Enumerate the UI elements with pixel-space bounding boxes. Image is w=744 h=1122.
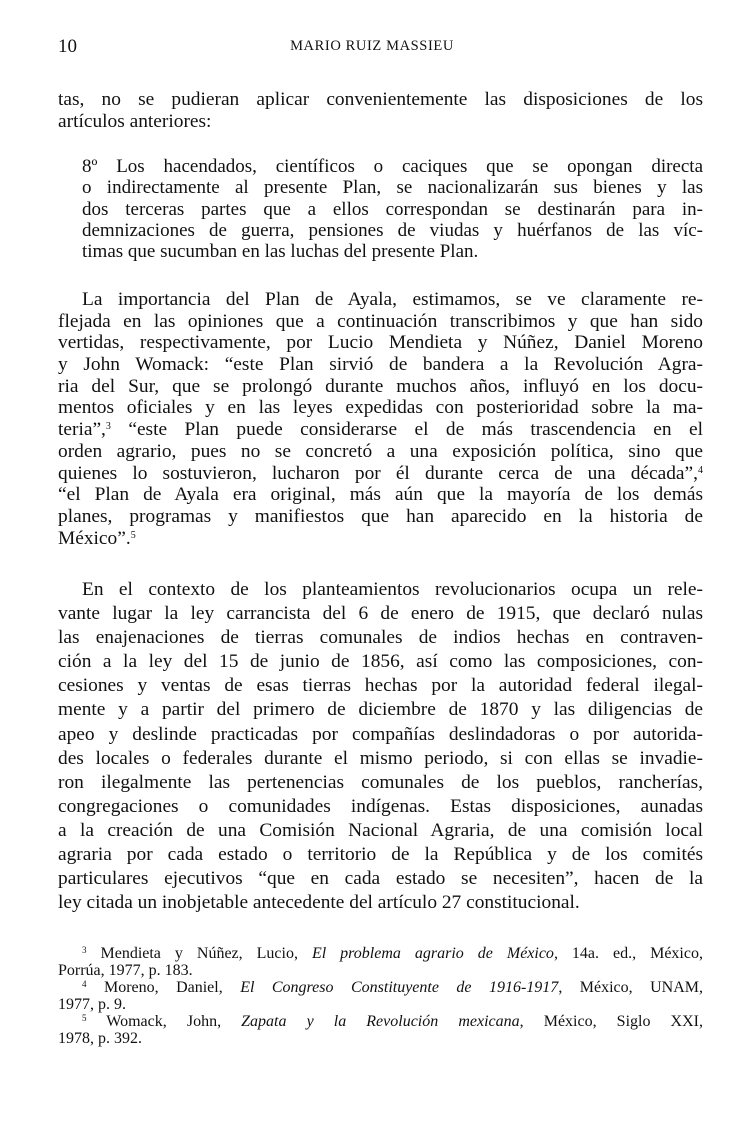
text-line	[58, 419, 703, 441]
text-line: des locales o federales durante el mismo periodo, si con ellas se invadie-	[58, 747, 703, 769]
footnote-number: 3	[82, 945, 87, 955]
text-line: ria del Sur, que se prolongó durante muchos años, influyó en los docu-	[58, 375, 703, 397]
text-run: “este Plan puede considerarse el de más trascendencia en el	[110, 419, 703, 441]
block-quote	[82, 156, 703, 262]
text-line: las enajenaciones de tierras comunales de indios hechas en contraven-	[58, 627, 703, 649]
text-line: ley citada un inobjetable antecedente del artículo 27 constitucional.	[58, 892, 580, 914]
text-line: planes, programas y manifiestos que han aparecido en la historia de	[58, 505, 703, 527]
text-line: artículos anteriores:	[58, 110, 212, 132]
text-line: apeo y deslinde practicadas por compañías deslindadoras o por autorida-	[58, 723, 703, 745]
text-run: teria”,	[58, 419, 106, 441]
text-line: a la creación de una Comisión Nacional Agraria, de una comisión local	[58, 819, 703, 841]
text-run: quienes lo sostuvieron, lucharon por él durante cerca de una década”,	[58, 462, 698, 484]
footnote-ref: 3	[105, 421, 111, 433]
footnote-4	[58, 979, 703, 996]
text-run: México”.	[58, 527, 131, 549]
quote-line: demnizaciones de guerra, pensiones de viudas y huérfanos de las víc-	[82, 219, 703, 241]
footnote-text: , 14a. ed., México,	[553, 945, 703, 962]
footnote-number: 5	[82, 1013, 87, 1023]
quote-line: dos terceras partes que a ellos correspondan se destinarán para in-	[82, 198, 703, 220]
text-line: tas, no se pudieran aplicar convenientemente las disposiciones de los	[58, 89, 703, 110]
text-line: congregaciones o comunidades indígenas. Estas disposiciones, aunadas	[58, 795, 703, 817]
footnote-author: Womack, John,	[86, 1013, 242, 1030]
text-line: En el contexto de los planteamientos revolucionarios ocupa un rele-	[82, 579, 703, 600]
text-line: vante lugar la ley carrancista del 6 de enero de 1915, que declaró nulas	[58, 603, 703, 625]
footnote-author: Mendieta y Núñez, Lucio,	[86, 945, 312, 962]
text-line	[58, 528, 703, 550]
quote-line: timas que sucumban en las luchas del presente Plan.	[82, 241, 479, 263]
footnote-3-cont: Porrúa, 1977, p. 183.	[58, 962, 193, 979]
paragraph-1	[58, 289, 703, 549]
footnotes	[58, 945, 703, 1047]
text-line: mentos oficiales y en las leyes expedidas con posterioridad sobre la ma-	[58, 397, 703, 419]
footnote-3	[58, 945, 703, 962]
footnote-text: , México, UNAM,	[558, 979, 703, 996]
quote-line: 8º Los hacendados, científicos o caciques que se opongan directa	[82, 156, 703, 177]
footnote-text: , México, Siglo XXI,	[519, 1013, 703, 1030]
text-line: y John Womack: “este Plan sirvió de bandera a la Revolución Agra-	[58, 354, 703, 376]
text-line: vertidas, respectivamente, por Lucio Mendieta y Núñez, Daniel Moreno	[58, 332, 703, 354]
footnote-title: El problema agrario de México	[311, 945, 554, 962]
text-line: particulares ejecutivos “que en cada estado se necesiten”, hacen de la	[58, 868, 703, 890]
page-number: 10	[58, 36, 77, 57]
running-head: MARIO RUIZ MASSIEU	[290, 38, 454, 54]
text-line: “el Plan de Ayala era original, más aún que la mayoría de los demás	[58, 484, 703, 506]
footnote-number: 4	[82, 979, 87, 989]
footnote-ref: 5	[130, 529, 136, 541]
footnote-title: Zapata y la Revolución mexicana	[241, 1013, 520, 1030]
intro-text	[58, 89, 703, 132]
text-line: cesiones y ventas de esas tierras hechas por la autoridad federal ilegal-	[58, 675, 703, 697]
text-line: orden agrario, pues no se concretó a una exposición política, sino que	[58, 440, 703, 462]
text-line: mente y a partir del primero de diciembre de 1870 y las diligencias de	[58, 699, 703, 721]
footnote-5-cont: 1978, p. 392.	[58, 1030, 142, 1047]
quote-line: o indirectamente al presente Plan, se nacionalizarán sus bienes y las	[82, 177, 703, 199]
text-line: flejada en las opiniones que a continuación transcribimos y que han sido	[58, 310, 703, 332]
text-line: ción a la ley del 15 de junio de 1856, así como las composiciones, con-	[58, 651, 703, 673]
footnote-4-cont: 1977, p. 9.	[58, 996, 126, 1013]
footnote-author: Moreno, Daniel,	[86, 979, 241, 996]
text-line	[58, 463, 703, 485]
text-line: La importancia del Plan de Ayala, estimamos, se ve claramente re-	[82, 289, 703, 310]
text-line: ron ilegalmente las pertenencias comunales de los pueblos, rancherías,	[58, 771, 703, 793]
footnote-title: El Congreso Constituyente de 1916-1917	[240, 979, 559, 996]
footnote-5	[58, 1013, 703, 1030]
footnote-ref: 4	[698, 464, 703, 476]
paragraph-2	[58, 578, 703, 915]
text-line: agraria por cada estado o territorio de la República y de los comités	[58, 844, 703, 866]
